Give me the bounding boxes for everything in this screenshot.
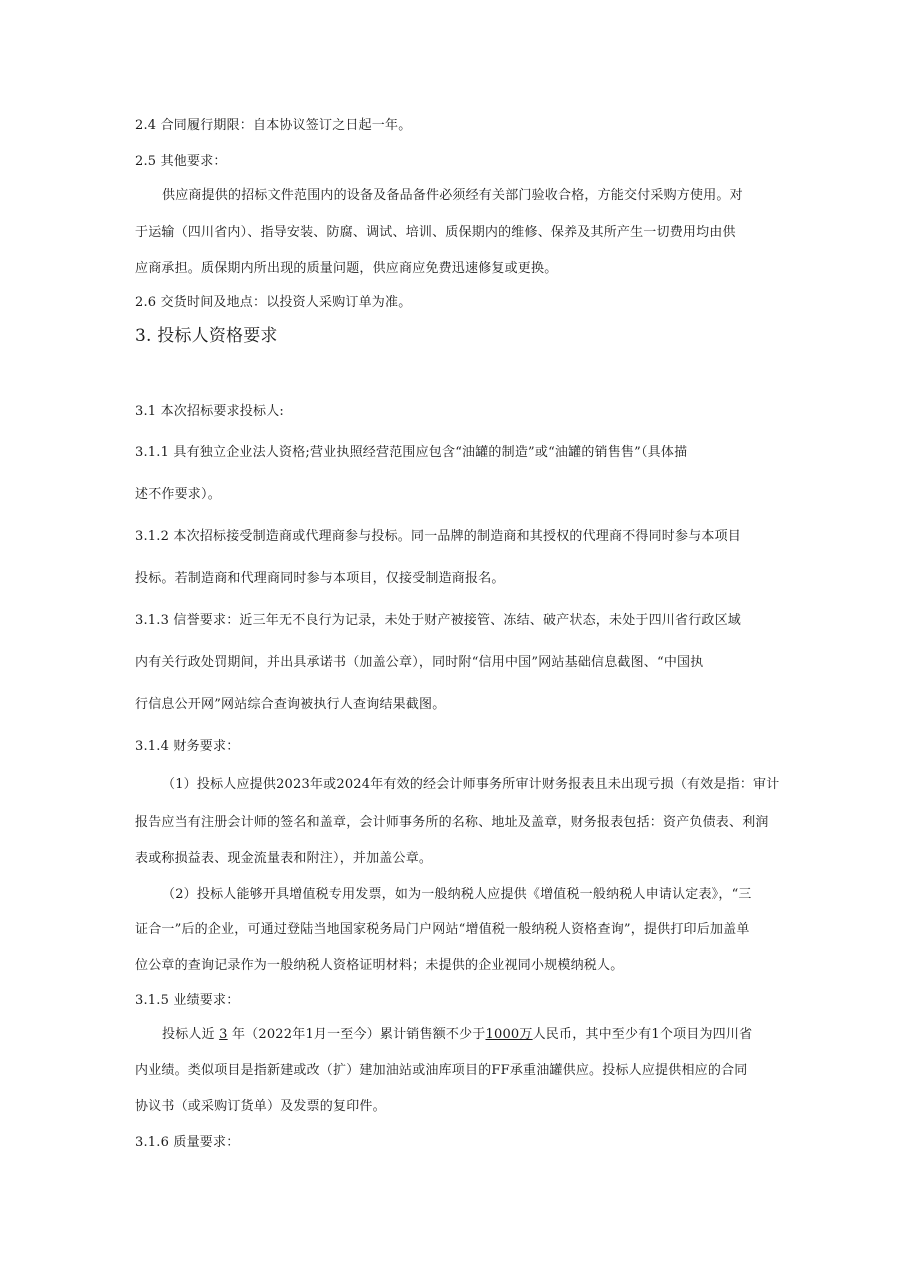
clause-3-1-5-text-b: 年（2022年1月一至今）累计销售额不少于 — [227, 1027, 486, 1042]
years-value: 3 — [219, 1027, 228, 1042]
clause-3-1-3-line-2: 内有关行政处罚期间，并出具承诺书（加盖公章），同时附“信用中国”网站基础信息截图、“中国执 — [135, 655, 704, 670]
clause-3-1-1-line-2: 述不作要求）。 — [135, 487, 221, 502]
clause-3-1-5-line-2: 内业绩。类似项目是指新建或改（扩）建加油站或油库项目的FF承重油罐供应。投标人应提供相应的合同 — [135, 1063, 748, 1078]
clause-3-1-5-line-3: 协议书（或采购订货单）及发票的复印件。 — [135, 1099, 386, 1114]
clause-3-1-1-line-1: 3.1.1 具有独立企业法人资格;营业执照经营范围应包含“油罐的制造”或“油罐的销售售”（具体描 — [135, 445, 688, 460]
clause-2-5-text-line-2: 于运输（四川省内）、指导安装、防腐、调试、培训、质保期内的维修、保养及其所产生一切费用均由供 — [135, 225, 736, 240]
clause-2-5-text-line-1: 供应商提供的招标文件范围内的设备及备品备件必须经有关部门验收合格，方能交付采购方使用。对 — [162, 188, 743, 203]
clause-3-1-5-text-c: 人民币，其中至少有1个项目为四川省 — [532, 1027, 753, 1042]
clause-2-4: 2.4 合同履行期限：自本协议签订之日起一年。 — [135, 118, 412, 133]
amount-value: 1000万 — [485, 1027, 533, 1042]
clause-3-1-4-item-1-line-3: 表或称损益表、现金流量表和附注），并加盖公章。 — [135, 851, 433, 866]
clause-3-1-4-item-1-line-2: 报告应当有注册会计师的签名和盖章，会计师事务所的名称、地址及盖章，财务报表包括：资产负债表、利润 — [135, 815, 769, 830]
clause-3-1-3-line-3: 行信息公开网”网站综合查询被执行人查询结果截图。 — [135, 697, 446, 712]
clause-3-1-5-text-a: 投标人近 — [162, 1027, 220, 1042]
clause-3-1-4-title: 3.1.4 财务要求： — [135, 739, 240, 754]
clause-3-1-2-line-1: 3.1.2 本次招标接受制造商或代理商参与投标。同一品牌的制造商和其授权的代理商不得同时参与本项目 — [135, 529, 742, 544]
clause-3-1-5-title: 3.1.5 业绩要求： — [135, 993, 240, 1008]
clause-3-1-6-title: 3.1.6 质量要求： — [135, 1135, 240, 1150]
clause-3-1-4-item-2-line-1: （2）投标人能够开具增值税专用发票，如为一般纳税人应提供《增值税一般纳税人申请认定表》，“三 — [162, 887, 752, 902]
clause-3-1-3-line-1: 3.1.3 信誉要求：近三年无不良行为记录，未处于财产被接管、冻结、破产状态，未处于四川省行政区域 — [135, 613, 742, 628]
clause-3-1-2-line-2: 投标。若制造商和代理商同时参与本项目，仅接受制造商报名。 — [135, 571, 505, 586]
clause-3-1-4-item-2-line-3: 位公章的查询记录作为一般纳税人资格证明材料；未提供的企业视同小规模纳税人。 — [135, 958, 624, 973]
clause-2-6: 2.6 交货时间及地点：以投资人采购订单为准。 — [135, 295, 412, 310]
clause-2-5-text-line-3: 应商承担。质保期内所出现的质量问题，供应商应免费迅速修复或更换。 — [135, 261, 558, 276]
section-3-heading: 3. 投标人资格要求 — [135, 326, 278, 346]
clause-3-1: 3.1 本次招标要求投标人: — [135, 404, 284, 419]
clause-3-1-4-item-2-line-2: 证合一”后的企业，可通过登陆当地国家税务局门户网站“增值税一般纳税人资格查询”，提供打印后加盖单 — [135, 922, 750, 937]
clause-3-1-5-line-1 — [162, 1027, 802, 1043]
clause-3-1-4-item-1-line-1: （1）投标人应提供2023年或2024年有效的经会计师事务所审计财务报表且未出现亏损（有效是指：审计 — [162, 777, 780, 792]
clause-2-5-title: 2.5 其他要求： — [135, 154, 227, 169]
